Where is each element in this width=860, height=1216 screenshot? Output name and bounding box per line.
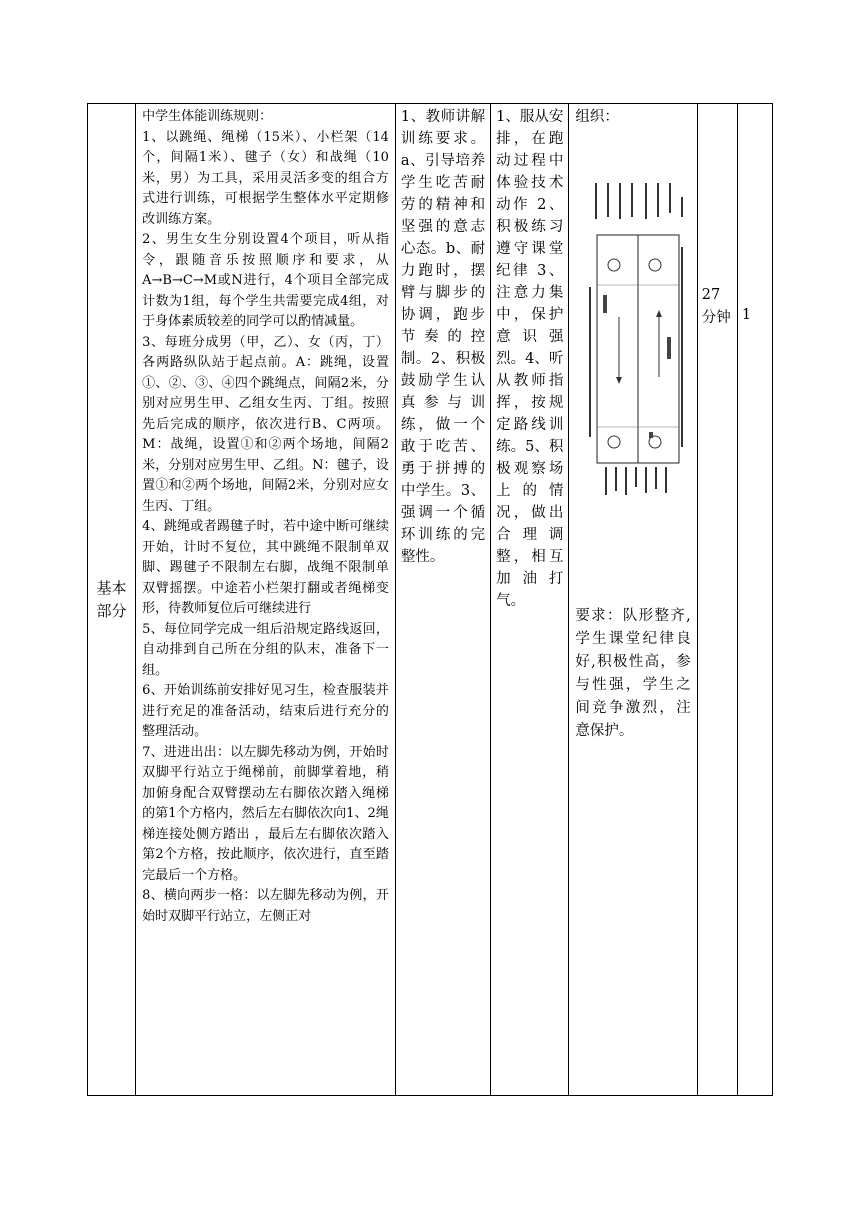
- content-rule-5: 5、每位同学完成一组后沿规定路线返回，自动排到自己所在分组的队末，准备下一组。: [142, 621, 389, 678]
- student-activity-cell: [491, 104, 569, 1096]
- time-value: 27分钟: [701, 287, 731, 326]
- organization-cell: [569, 104, 697, 1096]
- teacher-activity-text: 1、教师讲解训练要求。a、引导培养学生吃苦耐劳的精神和坚强的意志心态。b、耐力跑时，摆臂与脚步的协调，跑步节奏的控制。2、积极鼓励学生认真参与训练，做一个敢于吃苦、勇于拼搏的中学生。3、强调一个循环训练的完整性。: [400, 109, 486, 565]
- content-cell: [136, 104, 396, 1096]
- content-rule-7: 7、进进出出：以左脚先移动为例，开始时双脚平行站立于绳梯前，前脚掌着地，稍加俯身配合双臂摆动左右脚依次踏入绳梯的第1个方格内，然后左右脚依次向1、2绳梯连接处侧方踏出 ，最后左右脚依次踏入第2个方格，按此顺序，依次进行，直至踏完最后一个方格。: [142, 744, 389, 883]
- teacher-activity-cell: [395, 104, 490, 1096]
- student-activity-text: 1、服从安排，在跑动过程中体验技术动作 2、积极练习遵守课堂纪律 3、注意力集中，保护意识强烈。4、听从教师指挥，按规定路线训练。5、积极观察场上的情况，做出合理调整，相互加油打气。: [496, 109, 564, 609]
- count-value: 1: [741, 307, 752, 323]
- section-label: 基本部分: [96, 578, 127, 620]
- time-cell: [697, 104, 737, 1096]
- content-rule-6: 6、开始训练前安排好见习生，检查服装并进行充足的准备活动，结束后进行充分的整理活动。: [142, 683, 389, 739]
- content-rule-3: 3、每班分成男（甲，乙）、女（丙，丁）各两路纵队站于起点前。A：跳绳，设置①、②、③、④四个跳绳点，间隔2米，分别对应男生甲、乙组女生丙、丁组。按照先后完成的顺序，依次进行B、C两项。M：战绳，设置①和②两个场地，间隔2米，分别对应男生甲、乙组。N：毽子，设置①和②两个场地，间隔2米，分别对应女生丙、丁组。: [142, 334, 389, 514]
- content-rule-2: 2、男生女生分别设置4个项目，听从指令，跟随音乐按照顺序和要求，从A→B→C→M或N进行，4个项目全部完成计数为1组，每个学生共需要完成4组，对于身体素质较差的同学可以酌情减量。: [142, 232, 389, 329]
- field-layout-diagram: [589, 177, 685, 497]
- content-rule-4: 4、跳绳或者踢毽子时，若中途中断可继续开始，计时不复位，其中跳绳不限制单双脚、踢毽子不限制左右脚，战绳不限制单双臂摇摆。中途若小栏架打翻或者绳梯变形，待教师复位后可继续进行: [142, 519, 389, 616]
- content-heading: 中学生体能训练规则：: [142, 109, 273, 124]
- field-diagram-graphic: [589, 183, 683, 495]
- lesson-plan-table: [87, 103, 773, 1096]
- section-cell: [88, 104, 136, 1096]
- organization-requirement: 要求：队形整齐,学生课堂纪律良好,积极性高，参与性强，学生之间竞争激烈，注意保护。: [575, 608, 691, 739]
- content-rule-8: 8、横向两步一格：以左脚先移动为例，开始时双脚平行站立，左侧正对: [142, 888, 389, 924]
- basic-part-row: [88, 104, 773, 1096]
- organization-label: 组织：: [575, 109, 619, 125]
- content-rule-1: 1、以跳绳、绳梯（15米）、小栏架（14个，间隔1米）、毽子（女）和战绳（10米，男）为工具，采用灵活多变的组合方式进行训练，可根据学生整体水平定期修改训练方案。: [142, 129, 389, 227]
- count-cell: [737, 104, 772, 1096]
